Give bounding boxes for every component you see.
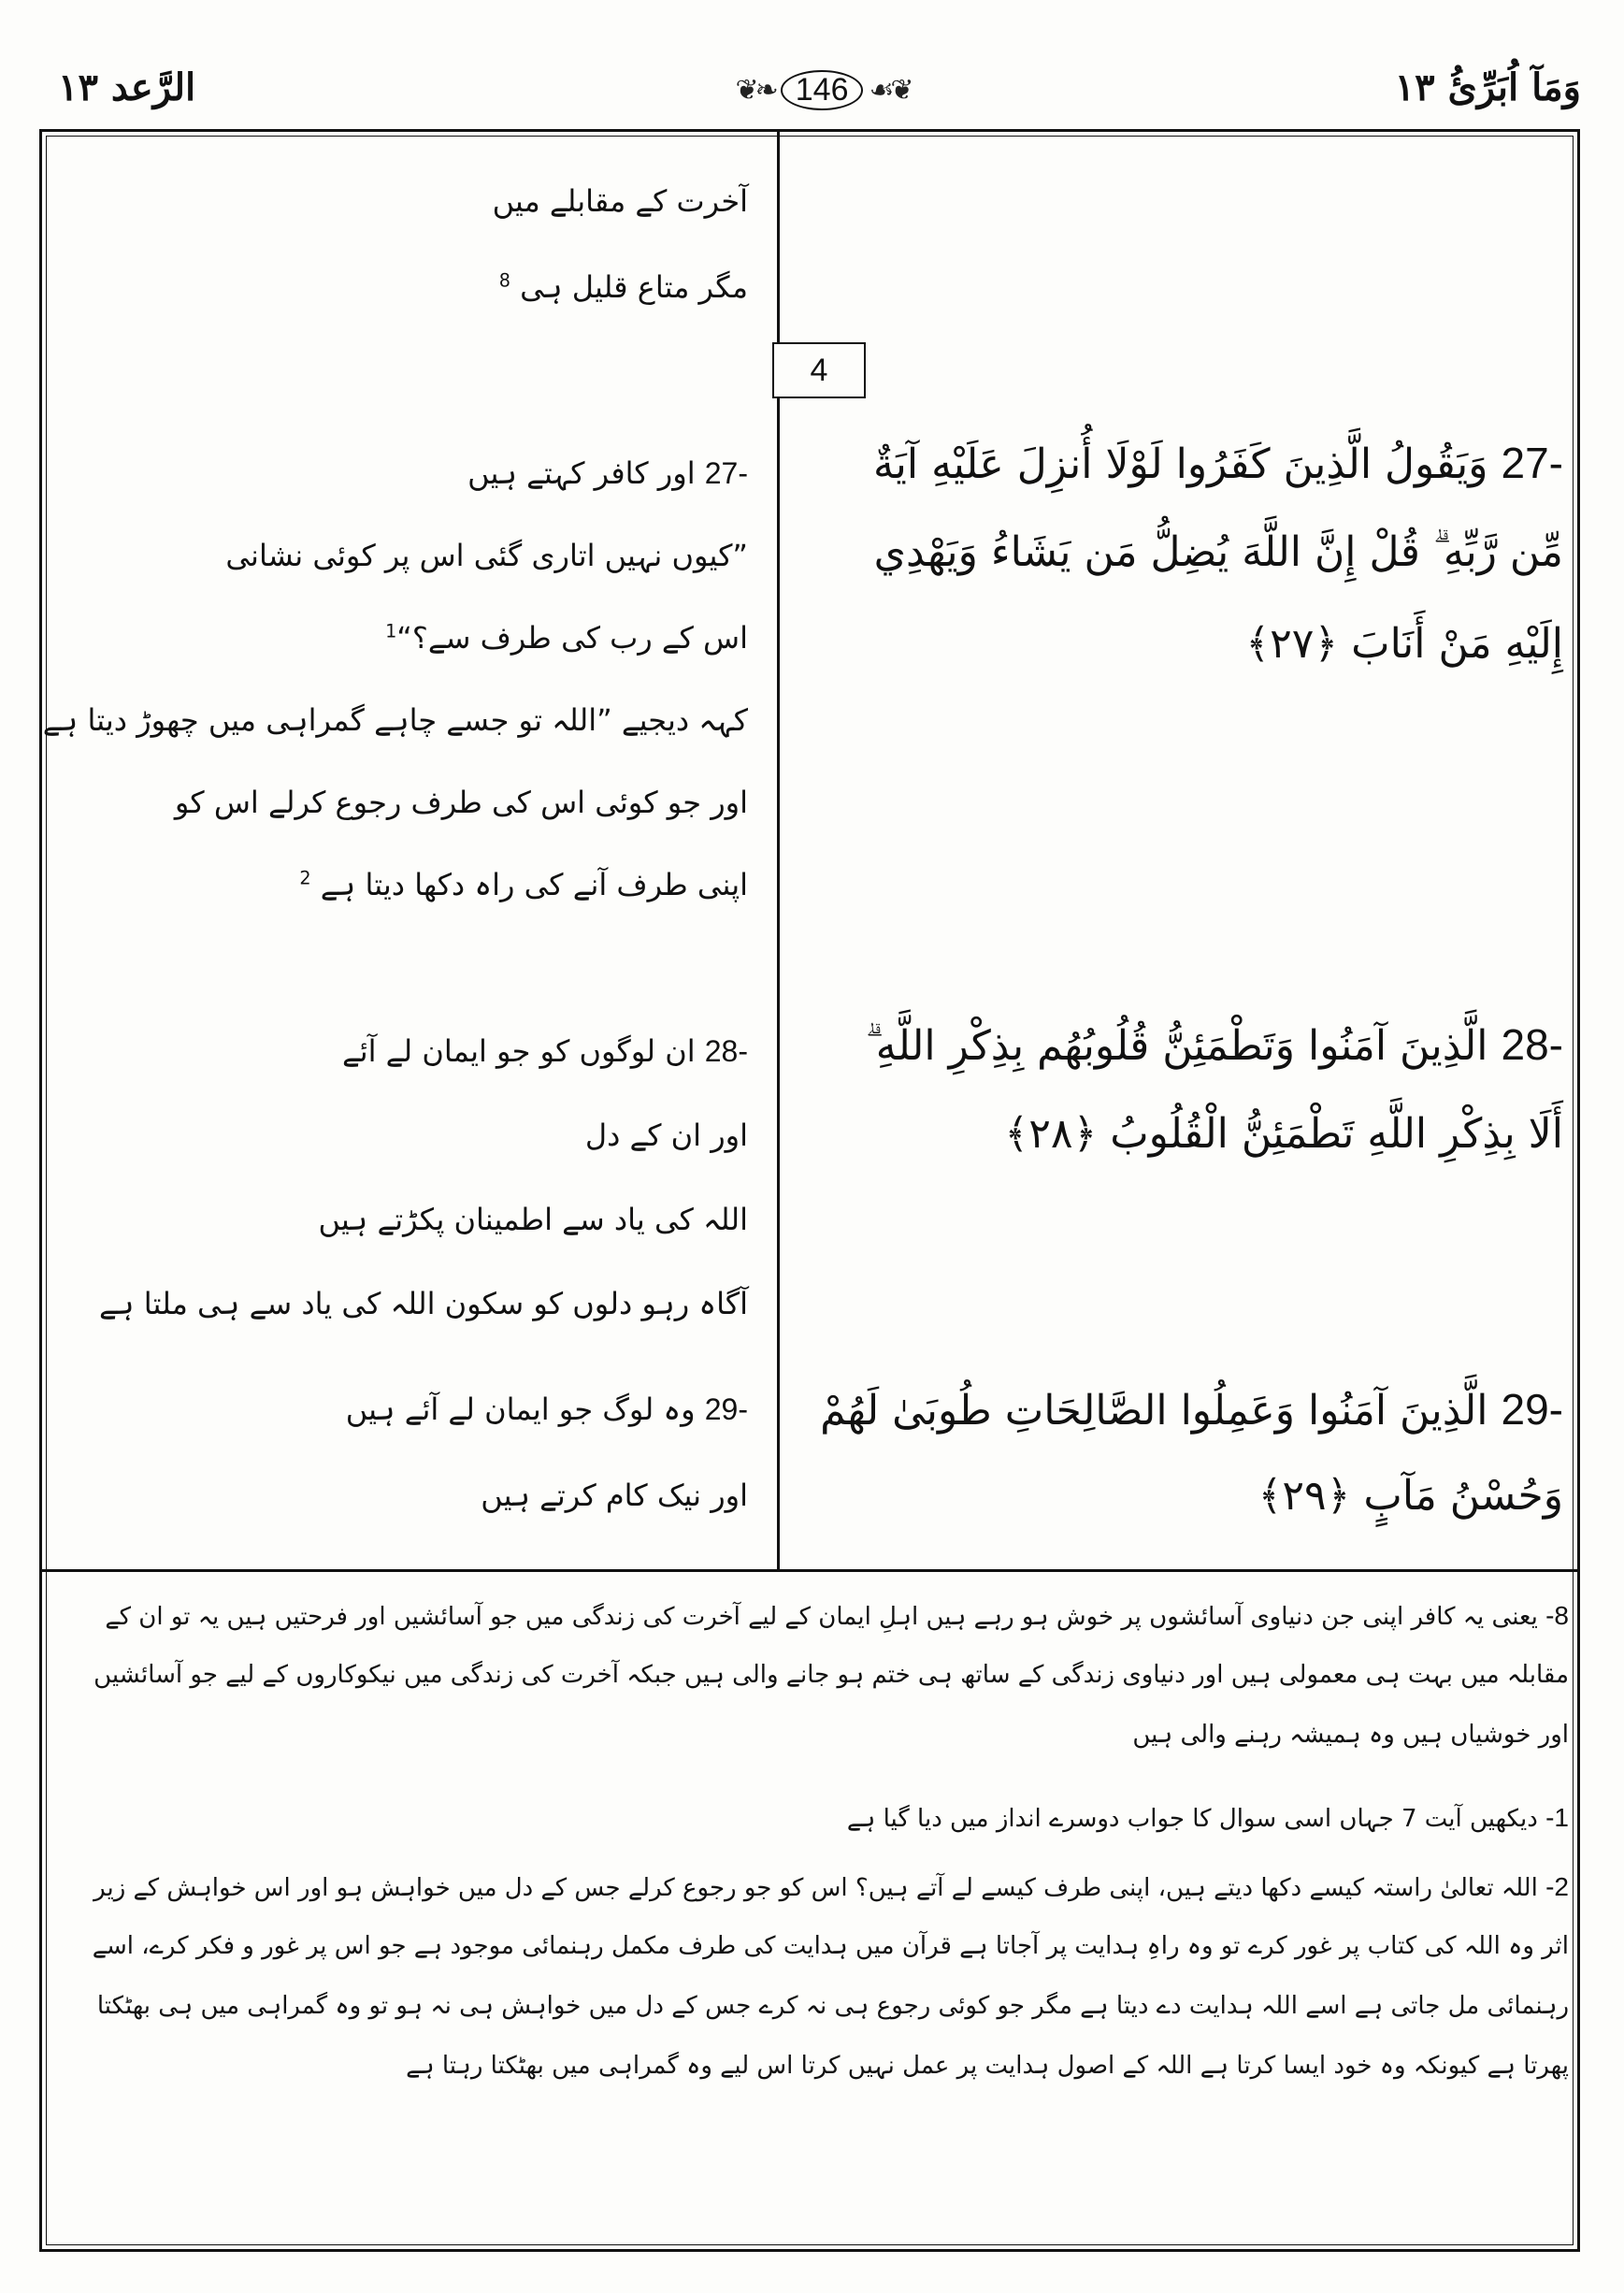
urdu-line: آگاہ رہو دلوں کو سکون اللہ کی یاد سے ہی ملتا ہے [99,1286,748,1321]
urdu-line [346,1392,748,1427]
urdu-line [499,269,748,305]
arabic-text: الَّذِينَ آمَنُوا وَتَطْمَئِنُّ قُلُوبُهُم بِذِكْرِ اللَّهِ ۗ [865,1022,1488,1070]
urdu-line [385,620,748,656]
footnote-line [65,1601,1569,1631]
left-flourish-icon: ❦❧ [735,73,775,107]
urdu-column [42,0,748,1569]
footnote-line: مقابلہ میں بہت ہی معمولی ہیں اور دنیاوی زندگی کے ساتھ ہی ختم ہو جانے والی ہیں جبکہ آخرت کی زندگی میں نیکوکاروں کے لیے جو آسائشیں [93,1661,1569,1689]
footnote-number: -1 [1545,1803,1569,1832]
urdu-line [467,455,748,491]
urdu-line [299,867,748,902]
footnote-line: اثر وہ اللہ کی کتاب پر غور کرے تو وہ راہِ ہدایت پر آجاتا ہے قرآن میں ہدایت کی طرف مکمل رہنمائی موجود ہے جو اس پر غور و فکر کرے، اسے [92,1932,1569,1960]
urdu-line: اور جو کوئی اس کی طرف رجوع کرلے اس کو [174,785,748,820]
verse-number: 29- [704,1392,748,1426]
arabic-line [1004,1110,1563,1158]
verse-number: 27- [704,456,748,490]
page-number: 146 [781,70,864,110]
urdu-text: اس کے رب کی طرف سے؟“ [396,620,748,656]
arabic-text: إِلَيْهِ مَنْ أَنَابَ ﴿٢٧﴾ [1245,620,1563,668]
footnote-text: دیکھیں آیت 7 جہاں اسی سوال کا جواب دوسرے انداز میں دیا گیا ہے [846,1805,1538,1833]
urdu-line: کہہ دیجیے ”اللہ تو جسے چاہے گمراہی میں چھوڑ دیتا ہے [42,702,748,738]
footnote-ref: 2 [299,867,311,889]
verse-number: 27- [1501,439,1563,487]
section-number: 4 [810,352,828,388]
arabic-line [874,528,1563,576]
footnote-line [65,1803,1569,1833]
arabic-line [1245,620,1563,668]
footnote-line: پھرتا ہے کیونکہ وہ خود ایسا کرتا ہے اللہ کے اصول ہدایت پر عمل نہیں کرتا اس لیے وہ گمراہی میں بھٹکتا رہتا ہے [406,2052,1569,2080]
footnote-text: یعنی یہ کافر اپنی جن دنیاوی آسائشوں پر خوش ہو رہے ہیں اہلِ ایمان کے لیے آخرت کی زندگی میں جو آسائشیں اور فرحتیں ہیں یہ تو ان کے [105,1603,1538,1631]
footnote-ref: 1 [385,620,397,642]
arabic-text: مِّن رَّبِّهِ ۗ قُلْ إِنَّ اللَّهَ يُضِلُّ مَن يَشَاءُ وَيَهْدِي [873,528,1563,576]
arabic-line [820,1384,1563,1435]
arabic-text: وَحُسْنُ مَآبٍ ﴿٢٩﴾ [1258,1472,1563,1520]
urdu-line: اور ان کے دل [584,1118,748,1153]
right-flourish-icon: ☙❦ [869,73,911,107]
urdu-line: ”کیوں نہیں اتاری گئی اس پر کوئی نشانی [225,538,748,573]
urdu-text: مگر متاع قلیل ہی [520,269,748,305]
urdu-text: وہ لوگ جو ایمان لے آئے ہیں [345,1392,696,1427]
juz-name: وَمَآ اُبَرِّئُ ۱۳ [1394,65,1581,109]
arabic-text: الَّذِينَ آمَنُوا وَعَمِلُوا الصَّالِحَاتِ طُوبَىٰ لَهُمْ [820,1387,1488,1435]
surah-name: الرَّعد ۱۳ [58,65,196,109]
footnote-divider [39,1569,1580,1572]
footnote-number: -8 [1545,1601,1569,1630]
arabic-line [1258,1472,1563,1520]
arabic-column [806,0,1563,1569]
footnote-line: اور خوشیاں ہیں وہ ہمیشہ رہنے والی ہیں [1132,1721,1569,1749]
urdu-text: ان لوگوں کو جو ایمان لے آئے [341,1033,696,1069]
urdu-line: آخرت کے مقابلے میں [492,183,748,219]
urdu-line: اور نیک کام کرتے ہیں [481,1478,748,1513]
footnote-text: اللہ تعالیٰ راستہ کیسے دکھا دیتے ہیں، اپنی طرف کیسے لے آتے ہیں؟ اس کو جو رجوع کرلے جس کے دل میں خواہش ہو اور اس خواہش کے زیر [93,1874,1538,1902]
urdu-line: اللہ کی یاد سے اطمینان پکڑتے ہیں [318,1202,748,1237]
arabic-text: أَلَا بِذِكْرِ اللَّهِ تَطْمَئِنُّ الْقُلُوبُ ﴿٢٨﴾ [1004,1110,1563,1158]
urdu-text: اور کافر کہتے ہیں [467,455,696,491]
verse-number: 28- [1501,1020,1563,1069]
arabic-line [866,1019,1563,1070]
arabic-text: وَيَقُولُ الَّذِينَ كَفَرُوا لَوْلَا أُنزِلَ عَلَيْهِ آيَةٌ [873,440,1488,488]
arabic-line [873,438,1563,488]
footnote-number: -2 [1545,1872,1569,1901]
footnote-line: رہنمائی مل جاتی ہے اسے اللہ ہدایت دے دیتا ہے مگر جو کوئی رجوع ہی نہ کرے جس کے دل میں خواہش ہی نہ ہو تو وہ گمراہی میں ہی بھٹکتا [96,1992,1569,2020]
urdu-line [342,1033,748,1069]
footnote-line [65,1872,1569,1902]
urdu-text: اپنی طرف آنے کی راہ دکھا دیتا ہے [320,867,748,902]
verse-number: 28- [704,1034,748,1068]
footnote-ref: 8 [498,269,510,292]
verse-number: 29- [1501,1385,1563,1434]
